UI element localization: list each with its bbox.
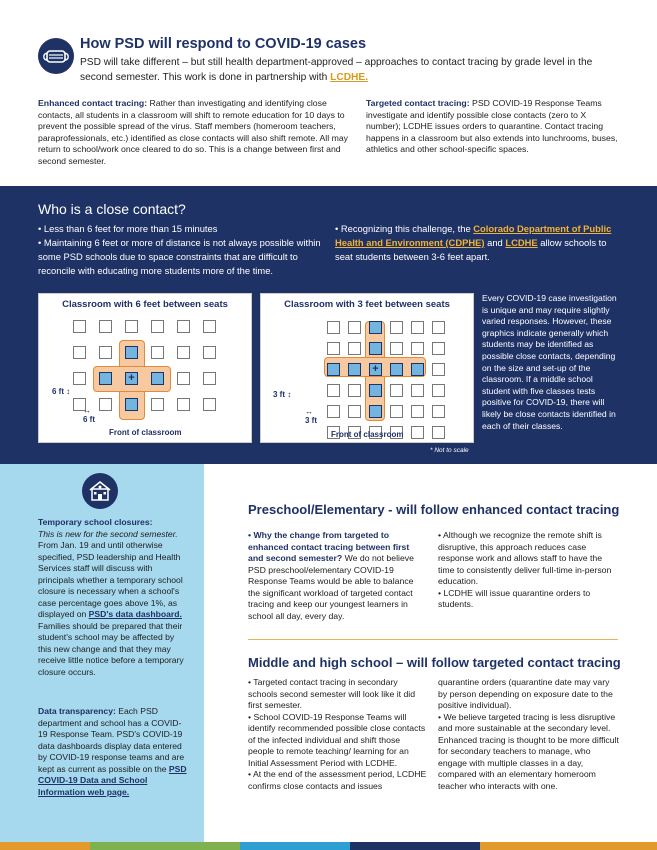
middle-high-heading: Middle and high school – will follow targeted contact tracing (248, 655, 621, 670)
student-seat (99, 320, 112, 333)
student-seat (203, 398, 216, 411)
student-seat (390, 405, 403, 418)
footer-strip (90, 842, 240, 850)
student-seat (203, 346, 216, 359)
lcdhe-link-band[interactable]: LCDHE (505, 237, 538, 248)
classroom-3ft-diagram (260, 293, 474, 443)
student-seat (177, 372, 190, 385)
student-seat (203, 372, 216, 385)
close-contact-bullet-right: • Recognizing this challenge, the Colorado Department of Public Health and Environment (CDPHE) and LCDHE allow schools to seat students between 3-6 feet apart. (335, 223, 612, 262)
student-seat (432, 426, 445, 439)
student-seat (327, 321, 340, 334)
student-seat (151, 346, 164, 359)
student-seat (390, 384, 403, 397)
not-to-scale-note: * Not to scale (430, 447, 469, 454)
student-seat (327, 342, 340, 355)
student-seat (411, 426, 424, 439)
preschool-col-right: • Although we recognize the remote shift is disruptive, this approach reduces case response work and allows staff to have the time to consistently deliver full-time in-person education. • LCDHE will issue quarantine orders to students. (438, 530, 612, 609)
page-title: How PSD will respond to COVID-19 cases (80, 36, 367, 52)
horizontal-spacing-label: ↔ 3 ft (305, 407, 317, 425)
student-seat (73, 346, 86, 359)
front-of-classroom-label: Front of classroom (109, 428, 182, 437)
section-divider (248, 639, 618, 640)
diagram-3ft-title: Classroom with 3 feet between seats (284, 299, 450, 310)
student-seat (390, 321, 403, 334)
student-seat (411, 405, 424, 418)
preschool-col-left: • Why the change from targeted to enhanced contact tracing between first and second semester? We do not believe PSD preschool/elementary COVID-19 Response Teams would be able to balance the significant workload of targeted contact tracing and keep our youngest learners in school all day, every day. (248, 530, 414, 621)
vertical-spacing-label: 3 ft ↕ (273, 390, 292, 399)
student-seat (125, 320, 138, 333)
footer-strip (480, 842, 657, 850)
horizontal-spacing-label: ↔ 6 ft (83, 406, 95, 424)
close-contact-seat (348, 363, 361, 376)
student-seat (432, 363, 445, 376)
student-seat (327, 384, 340, 397)
student-seat (151, 398, 164, 411)
cdphe-link[interactable]: Colorado Department of Public Health and Environment (CDPHE) (335, 223, 612, 248)
close-contact-seat (369, 384, 382, 397)
middle-col-right: quarantine orders (quarantine date may vary by person depending on exposure date to the positive individual). • We believe targeted tracing is less disruptive and more sustainable at the secondary level. Enhanced tracing is thought to be more difficult for secondary teachers to manage, who engage with multiple classes in a day, compared with an elementary homeroom teacher who interacts with one. (438, 677, 619, 791)
close-contact-seat (390, 363, 403, 376)
middle-col-left: • Targeted contact tracing in secondary schools second semester will look like it did first semester. • School COVID-19 Response Teams will identify recommended possible close contacts of the infected individual and shift those people to remote teaching/ learning for an Initial Assessment Period with LCDHE. • At the end of the assessment period, LCDHE confirms close contacts and issues (248, 677, 427, 791)
front-of-classroom-label: Front of classroom (331, 430, 404, 439)
preschool-heading: Preschool/Elementary - will follow enhanced contact tracing (248, 502, 620, 517)
close-contact-title: Who is a close contact? (38, 201, 186, 217)
data-info-page-link[interactable]: PSD COVID-19 Data and School Information web page. (38, 763, 187, 797)
student-seat (348, 321, 361, 334)
student-seat (432, 384, 445, 397)
student-seat (411, 342, 424, 355)
student-seat (73, 320, 86, 333)
student-seat (203, 320, 216, 333)
footer-strip (240, 842, 350, 850)
close-contact-seat (151, 372, 164, 385)
student-seat (327, 405, 340, 418)
student-seat (73, 372, 86, 385)
footer-strip (350, 842, 480, 850)
student-seat (432, 321, 445, 334)
student-seat (411, 384, 424, 397)
student-seat (390, 342, 403, 355)
diagram-explanation: Every COVID-19 case investigation is unique and may require slightly varied responses. However, these graphics indicate generally which students may be identified as possible close contacts, depending on the size and set-up of the classroom. If a middle school student with five classes tests positive for COVID-19, there will likely be close contacts identified in each of their classes. (482, 293, 617, 431)
data-dashboard-link[interactable]: PSD's data dashboard. (88, 609, 182, 619)
close-contact-seat (125, 346, 138, 359)
vertical-spacing-label: 6 ft ↕ (52, 387, 71, 396)
classroom-6ft-diagram (38, 293, 252, 443)
lcdhe-link[interactable]: LCDHE. (330, 72, 369, 83)
student-seat (348, 384, 361, 397)
infected-student-seat: + (125, 372, 138, 385)
student-seat (177, 398, 190, 411)
close-contact-bullets-left: • Less than 6 feet for more than 15 minutes • Maintaining 6 feet or more of distance is not always possible within some PSD schools due to space constraints that are difficult to reconcile with educating more students more of the time. (38, 223, 321, 276)
infected-student-seat: + (369, 363, 382, 376)
face-mask-icon (38, 38, 74, 74)
close-contact-seat (369, 321, 382, 334)
student-seat (348, 405, 361, 418)
school-icon (82, 473, 118, 509)
diagram-6ft-title: Classroom with 6 feet between seats (62, 299, 228, 310)
student-seat (99, 346, 112, 359)
close-contact-seat (125, 398, 138, 411)
intro-text: PSD will take different – but still health department-approved – approaches to contact tracing by grade level in the second semester. This work is done in partnership with LCDHE. (80, 57, 593, 83)
student-seat (99, 398, 112, 411)
student-seat (177, 320, 190, 333)
student-seat (151, 320, 164, 333)
student-seat (432, 405, 445, 418)
enhanced-tracing-definition: Enhanced contact tracing: Rather than investigating and identifying close contacts, all students in a classroom will shift to remote education for 10 days to prevent the possible spread of the virus. Staff members (homeroom teachers, paraprofessionals, etc.) identified as close contacts will also shift remote. All may return to school/work once cleared to do so. This is a change between first and second semester. (38, 98, 348, 166)
temporary-closures-block: Temporary school closures: This is new for the second semester. From Jan. 19 and until otherwise specified, PSD leadership and Health Services staff will discuss with principals whether a temporary school closure is necessary when a school's case percentage goes above 1%, as displayed on PSD's data dashboard. Families should be prepared that their student's school may be affected by this new change and that they may receive little notice before a temporary closure occurs. (38, 517, 184, 677)
footer-strip (0, 842, 90, 850)
student-seat (177, 346, 190, 359)
targeted-tracing-definition: Targeted contact tracing: PSD COVID-19 Response Teams investigate and identify possible close contacts (zero to X number); LCDHE issues orders to quarantine. Contact tracing happens in a classroom but also extends into lunchrooms, buses, athletics and other school-specific spaces. (366, 98, 618, 154)
close-contact-seat (327, 363, 340, 376)
student-seat (348, 342, 361, 355)
close-contact-seat (99, 372, 112, 385)
data-transparency-block: Data transparency: Each PSD department and school has a COVID-19 Response Team. PSD's COVID-19 data dashboards display data entered by COVID-19 response teams and are kept as current as possible on the PSD COVID-19 Data and School Information web page. (38, 706, 187, 797)
student-seat (411, 321, 424, 334)
student-seat (432, 342, 445, 355)
close-contact-seat (369, 342, 382, 355)
close-contact-seat (369, 405, 382, 418)
close-contact-seat (411, 363, 424, 376)
